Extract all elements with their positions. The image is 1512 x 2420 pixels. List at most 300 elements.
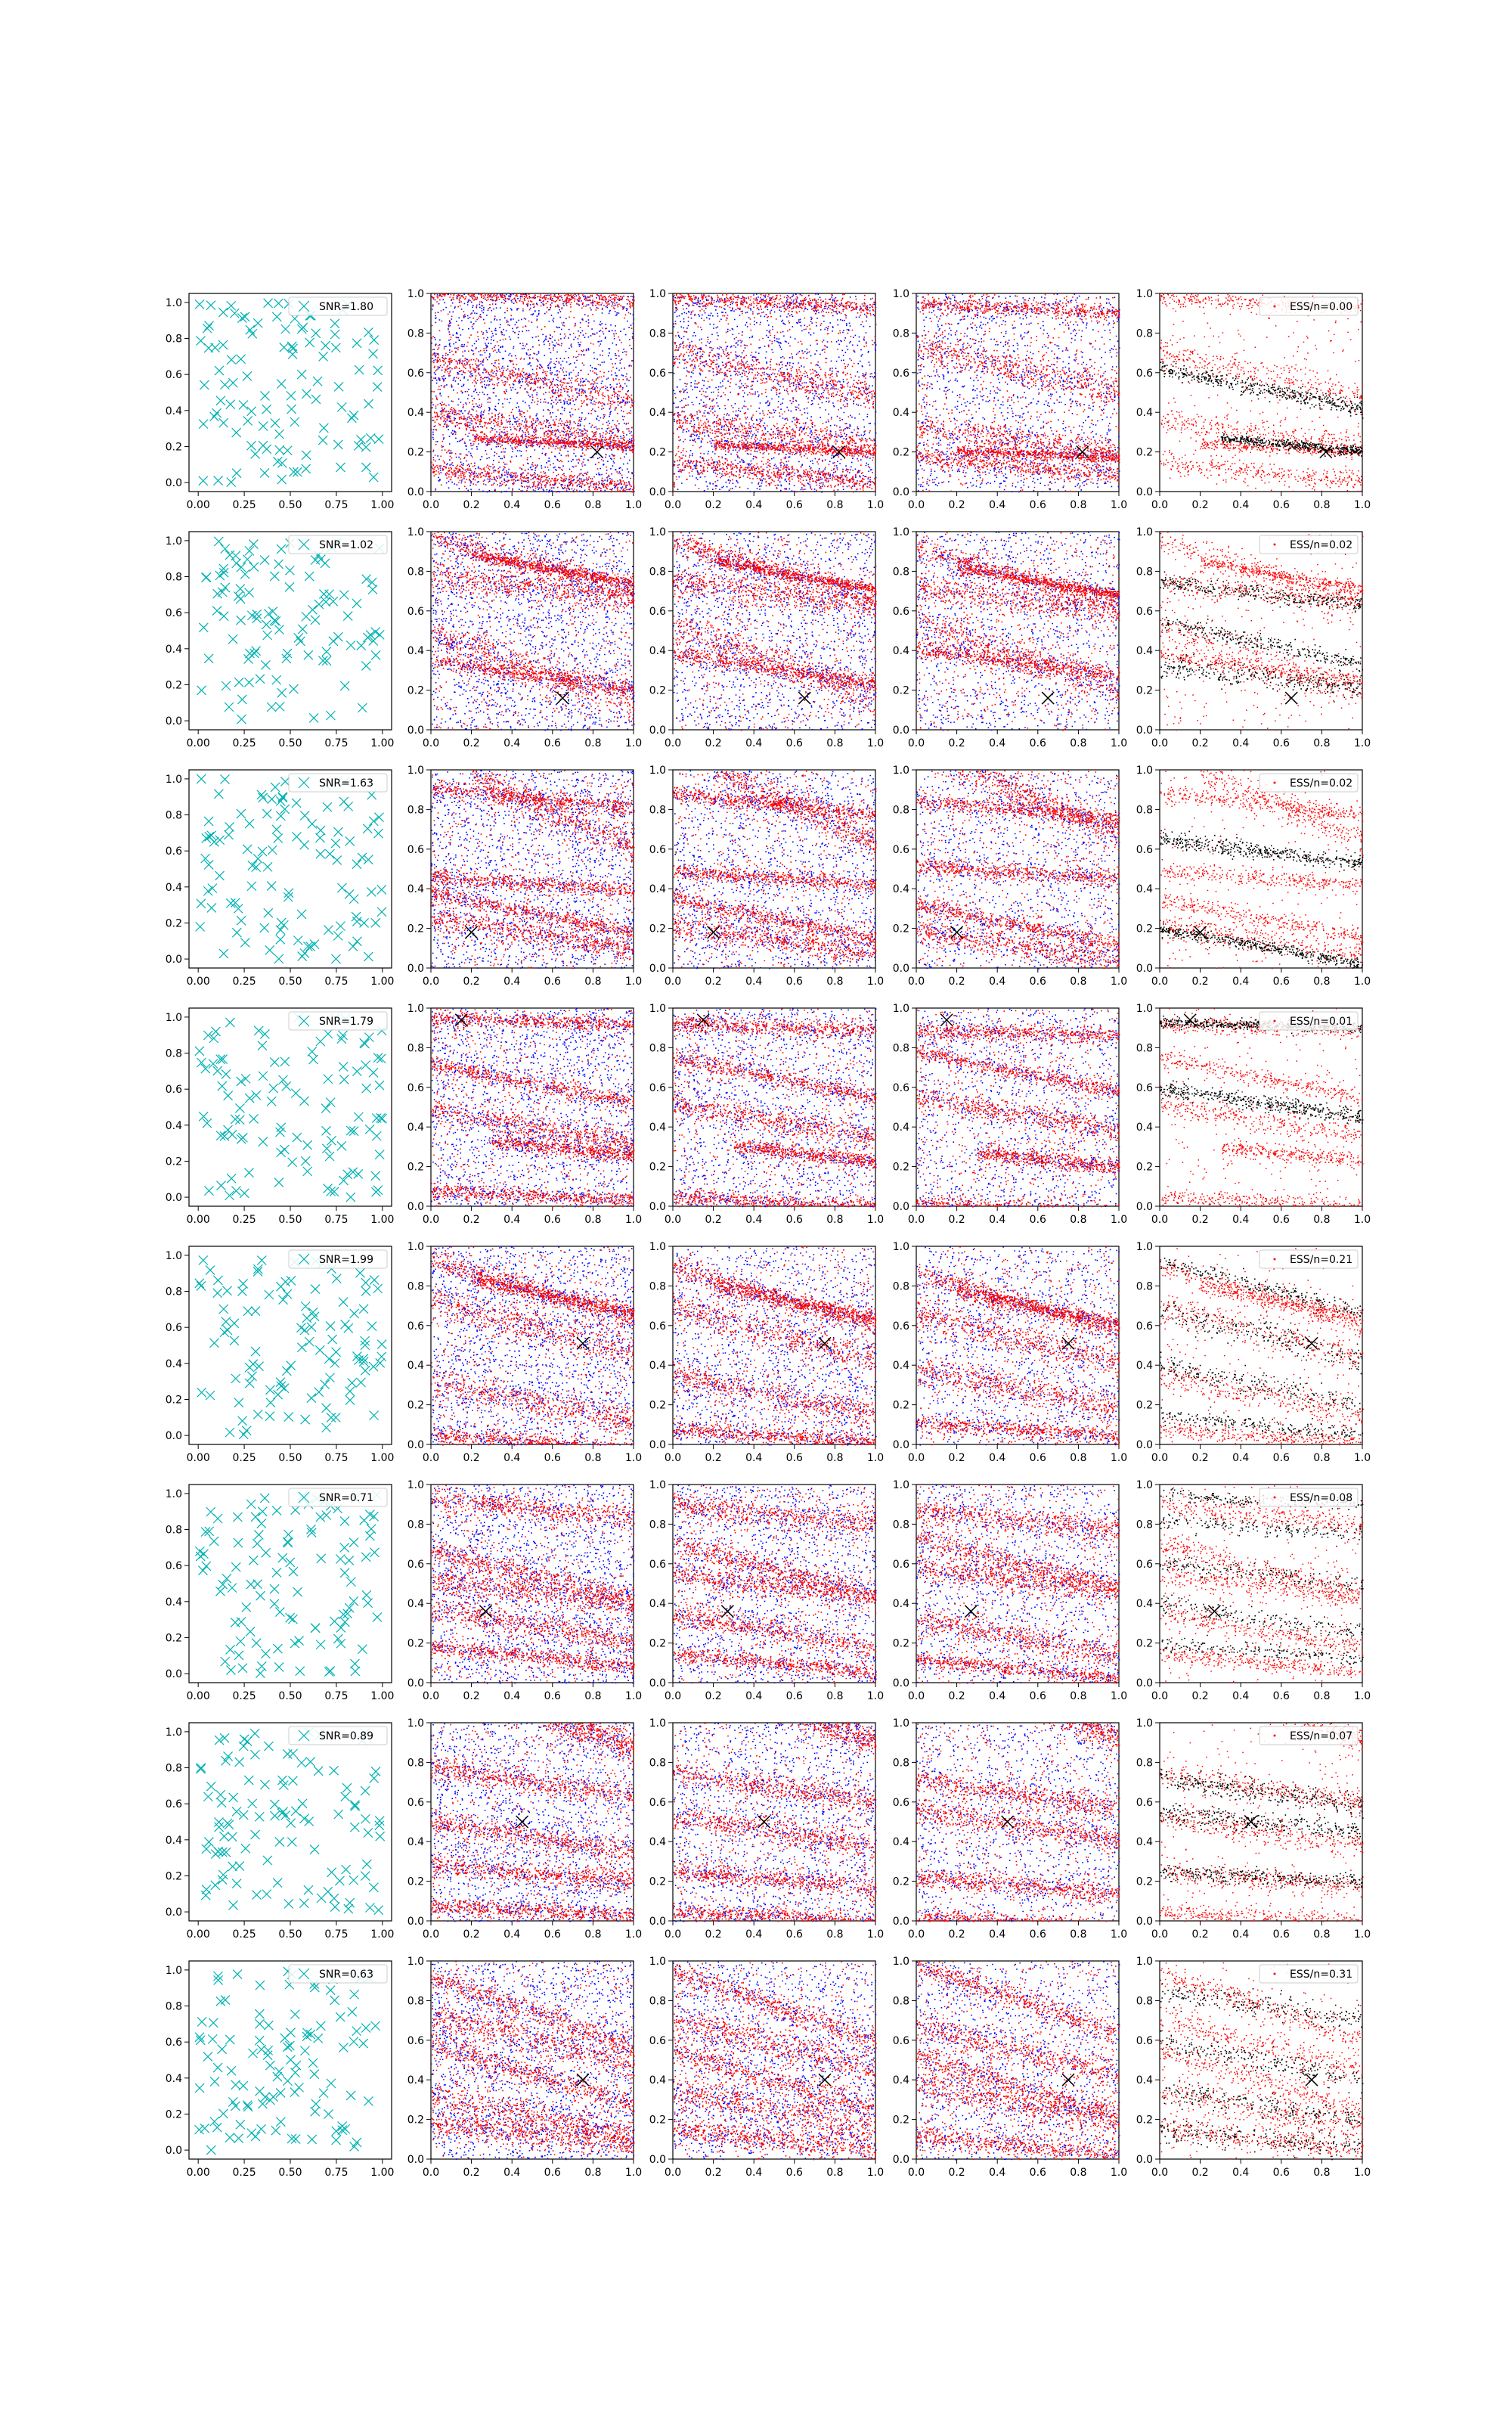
blue-samples (916, 532, 1120, 731)
sensor-marker (347, 414, 356, 423)
sensor-marker (202, 1885, 211, 1894)
sensor-marker (264, 299, 273, 308)
y-tick-label: 0.6 (407, 367, 424, 380)
sensor-marker (243, 2102, 253, 2111)
y-tick-label: 0.8 (1136, 327, 1153, 340)
sensor-marker (253, 1410, 262, 1419)
x-tick-label: 0.8 (1070, 1928, 1087, 1941)
x-tick-label: 0.2 (1191, 1928, 1209, 1941)
sensor-marker (290, 2010, 299, 2019)
sensor-marker (311, 616, 320, 625)
sensor-marker (289, 684, 298, 693)
sensor-marker (206, 1266, 215, 1275)
x-tick-label: 0.0 (422, 976, 440, 988)
sensor-marker (361, 1286, 370, 1295)
x-tick-label: 0.2 (948, 499, 965, 511)
sensor-marker (291, 2068, 300, 2077)
y-tick-label: 0.6 (892, 1796, 909, 1809)
sensor-marker (372, 1131, 381, 1140)
sensor-marker (360, 918, 369, 927)
x-tick-label: 0.4 (503, 499, 521, 511)
sensor-marker (252, 863, 261, 872)
sensor-marker (322, 1144, 331, 1153)
sensor-marker (285, 582, 294, 591)
y-tick-label: 0.0 (407, 1677, 424, 1689)
sensor-marker (226, 1645, 235, 1654)
y-tick-label: 0.2 (892, 1399, 909, 1412)
sensor-marker (373, 1284, 383, 1293)
y-tick-label: 0.6 (165, 1322, 182, 1335)
sensor-marker (304, 1885, 313, 1894)
x-tick-label: 0.6 (544, 1928, 561, 1941)
y-tick-label: 0.0 (892, 2154, 909, 2166)
sensor-marker (369, 817, 378, 826)
sensor-marker (262, 1548, 271, 1557)
sensor-marker (260, 391, 269, 400)
sensor-marker (244, 1168, 253, 1177)
y-tick-label: 0.8 (1136, 1995, 1153, 2008)
y-tick-label: 0.4 (407, 883, 424, 896)
sensor-marker (240, 1189, 249, 1198)
sensor-marker (263, 631, 272, 640)
sensor-marker (248, 1799, 257, 1808)
sensor-marker (262, 1890, 271, 1899)
sensor-marker (352, 599, 361, 608)
sensor-marker (308, 605, 317, 614)
y-tick-label: 0.8 (407, 1995, 424, 2008)
y-tick-label: 0.8 (165, 1762, 182, 1775)
sensor-marker (262, 809, 271, 818)
y-tick-label: 0.8 (407, 327, 424, 340)
sensor-marker (364, 2096, 373, 2105)
x-tick-label: 0.50 (278, 1214, 302, 1226)
sensor-marker (342, 1865, 351, 1874)
sensor-marker (247, 2129, 256, 2138)
samples-panel-1 (407, 1241, 642, 1464)
y-tick-label: 0.6 (1136, 1796, 1153, 1809)
legend-label: ESS/n=0.21 (1290, 1254, 1353, 1266)
y-tick-label: 0.2 (892, 923, 909, 935)
sensor-marker (305, 1817, 314, 1826)
x-tick-label: 0.25 (232, 2167, 256, 2179)
sensor-marker (336, 2012, 345, 2021)
x-tick-label: 0.4 (745, 976, 763, 988)
sensor-marker (265, 2061, 274, 2070)
sensor-marker (221, 1657, 230, 1666)
x-tick-label: 0.4 (745, 2167, 763, 2179)
black-weighted-samples (1160, 830, 1364, 969)
sensor-marker (274, 299, 283, 308)
x-tick-label: 0.8 (826, 499, 844, 511)
sensor-marker (352, 1067, 361, 1076)
sensor-marker (322, 1423, 331, 1432)
y-tick-label: 1.0 (892, 765, 909, 777)
sensor-marker (218, 2109, 228, 2118)
ess-legend (1259, 1727, 1358, 1745)
sensor-marker (331, 1413, 340, 1422)
x-tick-label: 0.0 (1151, 1452, 1169, 1464)
sensor-marker (214, 1972, 223, 1981)
x-tick-label: 0.2 (1191, 1690, 1209, 1702)
legend-dot-marker (1274, 1258, 1276, 1261)
sensor-marker (218, 1081, 227, 1091)
y-tick-label: 0.2 (407, 1161, 424, 1174)
legend-dot-marker (1274, 306, 1276, 308)
sensor-marker (253, 1580, 262, 1589)
sensor-marker (204, 654, 213, 663)
snr-legend (289, 1965, 387, 1983)
sensor-marker (332, 2127, 341, 2136)
x-tick-label: 0.4 (989, 1214, 1006, 1226)
axes-frame (189, 770, 392, 968)
sensor-marker (215, 1823, 224, 1832)
sensor-marker (270, 1599, 279, 1609)
sensor-marker (298, 625, 307, 634)
sensor-marker (324, 2110, 333, 2119)
red-samples (916, 1009, 1120, 1208)
sensor-marker (199, 476, 208, 486)
y-tick-label: 0.0 (892, 963, 909, 975)
snr-legend (289, 1727, 387, 1745)
sensor-marker (282, 1367, 291, 1376)
y-tick-label: 0.4 (649, 883, 666, 896)
true-location-marker (1042, 692, 1054, 704)
sensor-marker (341, 1792, 350, 1801)
sensor-marker (249, 2049, 258, 2058)
samples-panel-2 (649, 1479, 884, 1702)
x-tick-label: 0.6 (1029, 1452, 1046, 1464)
sensor-marker (345, 836, 355, 845)
x-tick-label: 0.8 (1313, 2167, 1331, 2179)
sensor-marker (242, 1602, 251, 1612)
y-tick-label: 0.2 (407, 923, 424, 935)
y-tick-label: 0.2 (165, 441, 182, 454)
y-tick-label: 0.8 (165, 809, 182, 822)
sensor-marker (250, 649, 259, 658)
samples-panel-3 (893, 1479, 1127, 1702)
sensor-marker (276, 2118, 285, 2127)
sensor-marker (251, 1347, 260, 1356)
samples-panel-2 (649, 1956, 884, 2179)
sensor-marker (345, 1395, 355, 1404)
sensor-marker (222, 1317, 231, 1326)
sensor-marker (375, 1081, 384, 1090)
sensor-marker (228, 378, 237, 387)
red-weighted-samples (1160, 1485, 1364, 1683)
x-tick-label: 1.0 (1353, 1928, 1371, 1941)
x-tick-label: 0.25 (232, 1928, 256, 1941)
sensor-marker (252, 1639, 261, 1648)
y-tick-label: 0.2 (407, 446, 424, 459)
x-tick-label: 0.00 (186, 737, 210, 749)
sensor-marker (268, 845, 277, 855)
samples-panel-2 (649, 765, 884, 988)
samples-panel-2 (649, 526, 884, 749)
sensor-marker (332, 2136, 341, 2145)
x-tick-label: 0.2 (463, 1452, 480, 1464)
sensor-marker (231, 1618, 240, 1627)
sensor-marker (226, 1665, 235, 1674)
x-tick-label: 0.8 (826, 1214, 844, 1226)
x-tick-label: 0.0 (422, 1214, 440, 1226)
legend-label: SNR=0.63 (319, 1969, 373, 1981)
sensor-marker (216, 1790, 225, 1799)
sensor-marker (300, 840, 309, 849)
sensor-marker (262, 620, 271, 629)
x-tick-label: 0.8 (1313, 1928, 1331, 1941)
sensor-marker (227, 355, 236, 365)
y-tick-label: 1.0 (165, 1964, 182, 1977)
sensor-marker (359, 1305, 368, 1314)
x-tick-label: 0.0 (1151, 1214, 1169, 1226)
x-tick-label: 0.8 (1313, 1452, 1331, 1464)
y-tick-label: 0.2 (407, 1399, 424, 1412)
sensor-marker (279, 920, 288, 929)
sensor-marker (197, 2017, 206, 2026)
sensor-marker (234, 1538, 243, 1547)
blue-samples (673, 1485, 877, 1684)
sensor-marker (271, 616, 280, 625)
sensor-marker (361, 1366, 370, 1375)
y-tick-label: 0.6 (407, 2034, 424, 2047)
sensor-marker (284, 1530, 293, 1539)
red-samples (673, 1723, 876, 1922)
y-tick-label: 1.0 (407, 1479, 424, 1491)
sensor-marker (245, 678, 254, 687)
sensor-marker (280, 1057, 290, 1066)
x-tick-label: 0.50 (278, 1452, 302, 1464)
sensor-marker (222, 1069, 231, 1078)
sensor-marker (218, 1580, 228, 1589)
x-tick-label: 0.6 (1029, 976, 1046, 988)
y-tick-label: 0.8 (649, 1280, 666, 1293)
sensor-marker (197, 899, 206, 908)
sensor-marker (330, 330, 339, 339)
sensor-marker (202, 1844, 211, 1854)
red-samples (673, 1961, 877, 2160)
sensor-marker (257, 2124, 266, 2133)
y-tick-label: 0.2 (892, 684, 909, 697)
y-tick-label: 0.2 (407, 1637, 424, 1650)
sensor-marker (297, 910, 306, 919)
x-tick-label: 0.8 (826, 1690, 844, 1702)
sensor-marker (196, 922, 205, 931)
y-tick-label: 0.8 (407, 804, 424, 817)
red-weighted-samples (1160, 1962, 1363, 2160)
sensor-marker (371, 918, 380, 927)
y-tick-label: 0.6 (892, 1320, 909, 1333)
sensor-marker (324, 1354, 333, 1364)
y-tick-label: 1.0 (649, 1003, 666, 1015)
sensor-marker (358, 703, 367, 712)
sensor-marker (331, 954, 340, 963)
true-location-marker (1306, 2074, 1318, 2086)
ess-legend (1259, 1965, 1358, 1983)
weighted-panel (1136, 1479, 1371, 1702)
sensor-marker (257, 790, 266, 799)
y-tick-label: 0.4 (407, 1122, 424, 1134)
x-tick-label: 0.50 (278, 976, 302, 988)
sensor-marker (337, 1035, 346, 1044)
x-tick-label: 1.00 (370, 2167, 395, 2179)
sensor-marker (293, 936, 302, 945)
blue-samples (916, 1008, 1120, 1207)
sensor-marker (196, 1552, 205, 1561)
x-tick-label: 0.8 (1070, 1214, 1087, 1226)
y-tick-label: 0.0 (892, 1201, 909, 1213)
sensor-marker (249, 563, 259, 572)
sensor-marker (371, 628, 380, 637)
sensor-marker (219, 1305, 228, 1314)
x-tick-label: 0.25 (232, 976, 256, 988)
y-tick-label: 0.6 (649, 367, 666, 380)
x-tick-label: 1.0 (866, 1928, 885, 1941)
x-tick-label: 0.4 (1232, 1928, 1250, 1941)
sensor-marker (272, 312, 281, 321)
y-tick-label: 0.0 (165, 715, 182, 728)
sensor-marker (325, 849, 334, 858)
y-tick-label: 0.0 (1136, 1677, 1153, 1689)
x-tick-label: 0.0 (664, 1452, 682, 1464)
sensor-marker (340, 1516, 349, 1525)
sensor-marker (293, 1587, 302, 1596)
y-tick-label: 0.4 (165, 405, 182, 417)
sensor-marker (333, 855, 342, 864)
y-tick-label: 0.4 (649, 1360, 666, 1373)
y-tick-label: 0.8 (1136, 804, 1153, 817)
x-tick-label: 1.0 (624, 1452, 643, 1464)
x-tick-label: 0.0 (664, 2167, 682, 2179)
sensor-marker (250, 1729, 259, 1738)
sensor-panel (166, 1961, 395, 2179)
x-tick-label: 0.0 (907, 737, 925, 749)
x-tick-label: 0.75 (324, 1928, 349, 1941)
sensor-marker (255, 2036, 264, 2045)
sensor-marker (262, 405, 271, 414)
sensor-marker (314, 600, 324, 609)
x-tick-label: 0.8 (1313, 499, 1331, 511)
legend-dot-marker (1274, 1020, 1276, 1022)
y-tick-label: 0.8 (165, 1286, 182, 1298)
x-tick-label: 0.4 (989, 1452, 1006, 1464)
sensor-marker (235, 1115, 244, 1125)
x-tick-label: 0.6 (1029, 499, 1046, 511)
x-tick-label: 1.0 (866, 1214, 885, 1226)
y-tick-label: 0.4 (407, 407, 424, 420)
sensor-marker (367, 1322, 376, 1331)
sensor-marker (371, 1187, 380, 1196)
y-tick-label: 0.6 (407, 1320, 424, 1333)
sensor-marker (222, 1756, 231, 1765)
y-tick-label: 0.4 (1136, 1836, 1153, 1849)
sensor-marker (313, 377, 322, 386)
y-tick-label: 0.4 (165, 881, 182, 894)
x-tick-label: 0.50 (278, 2167, 302, 2179)
sensor-marker (355, 1268, 364, 1277)
sensor-marker (237, 1077, 246, 1086)
sensor-marker (239, 1430, 248, 1439)
legend-label: SNR=0.71 (319, 1492, 373, 1504)
sensor-marker (206, 2145, 215, 2155)
sensor-marker (337, 403, 346, 412)
sensor-marker (247, 407, 256, 416)
legend-dot-marker (1274, 1735, 1276, 1737)
sensor-panel (166, 1008, 395, 1226)
sensor-marker (197, 686, 206, 695)
y-tick-label: 0.6 (649, 2034, 666, 2047)
legend-label: SNR=1.79 (319, 1016, 373, 1028)
sensor-marker (195, 1279, 204, 1288)
y-tick-label: 0.2 (165, 1870, 182, 1883)
sensor-marker (206, 301, 215, 310)
y-tick-label: 1.0 (892, 288, 909, 300)
sensor-marker (215, 366, 224, 375)
sensor-marker (299, 1899, 308, 1908)
sensor-marker (197, 774, 206, 783)
x-tick-label: 0.0 (664, 1928, 682, 1941)
red-weighted-samples (1160, 1248, 1363, 1445)
y-tick-label: 0.0 (165, 1192, 182, 1205)
sensor-marker (222, 1574, 231, 1583)
x-tick-label: 0.2 (1191, 976, 1209, 988)
sensor-marker (218, 340, 228, 349)
sensor-marker (327, 1413, 336, 1422)
y-tick-label: 0.0 (649, 1677, 666, 1689)
sensor-marker (197, 1058, 206, 1067)
x-tick-label: 0.2 (948, 1452, 965, 1464)
x-tick-label: 0.4 (1232, 1452, 1250, 1464)
legend-dot-marker (1274, 1497, 1276, 1499)
y-tick-label: 1.0 (649, 765, 666, 777)
sensor-marker (370, 1411, 379, 1420)
red-samples (916, 770, 1120, 969)
x-tick-label: 1.00 (370, 976, 395, 988)
snr-legend (289, 1250, 387, 1268)
sensor-marker (376, 1832, 385, 1841)
x-tick-label: 0.6 (1272, 499, 1290, 511)
y-tick-label: 0.8 (649, 566, 666, 579)
sensor-marker (310, 1845, 319, 1854)
sensor-marker (354, 1112, 363, 1122)
sensor-marker (375, 630, 384, 639)
x-tick-label: 0.6 (785, 2167, 803, 2179)
x-tick-label: 0.4 (989, 2167, 1006, 2179)
sensor-marker (352, 339, 361, 348)
sensor-marker (307, 1394, 316, 1403)
sensor-marker (339, 797, 349, 806)
x-tick-label: 0.6 (1272, 1690, 1290, 1702)
y-tick-label: 0.2 (407, 2114, 424, 2127)
sensor-marker (294, 633, 303, 642)
sensor-marker (351, 1667, 360, 1676)
sensor-marker (308, 2135, 317, 2144)
y-tick-label: 0.6 (407, 605, 424, 618)
sensor-marker (225, 1428, 234, 1437)
sensor-marker (213, 2063, 222, 2072)
y-tick-label: 0.2 (649, 1161, 666, 1174)
sensor-marker (322, 1511, 331, 1520)
red-samples (673, 532, 877, 731)
sensor-marker (211, 1881, 220, 1890)
x-tick-label: 0.4 (1232, 737, 1250, 749)
y-tick-label: 0.0 (165, 1430, 182, 1443)
y-tick-label: 0.2 (649, 1876, 666, 1888)
sensor-marker (287, 2028, 296, 2037)
y-tick-label: 0.6 (649, 1796, 666, 1809)
x-tick-label: 0.0 (907, 2167, 925, 2179)
sensor-marker (216, 1181, 225, 1190)
sensor-marker (243, 416, 253, 425)
